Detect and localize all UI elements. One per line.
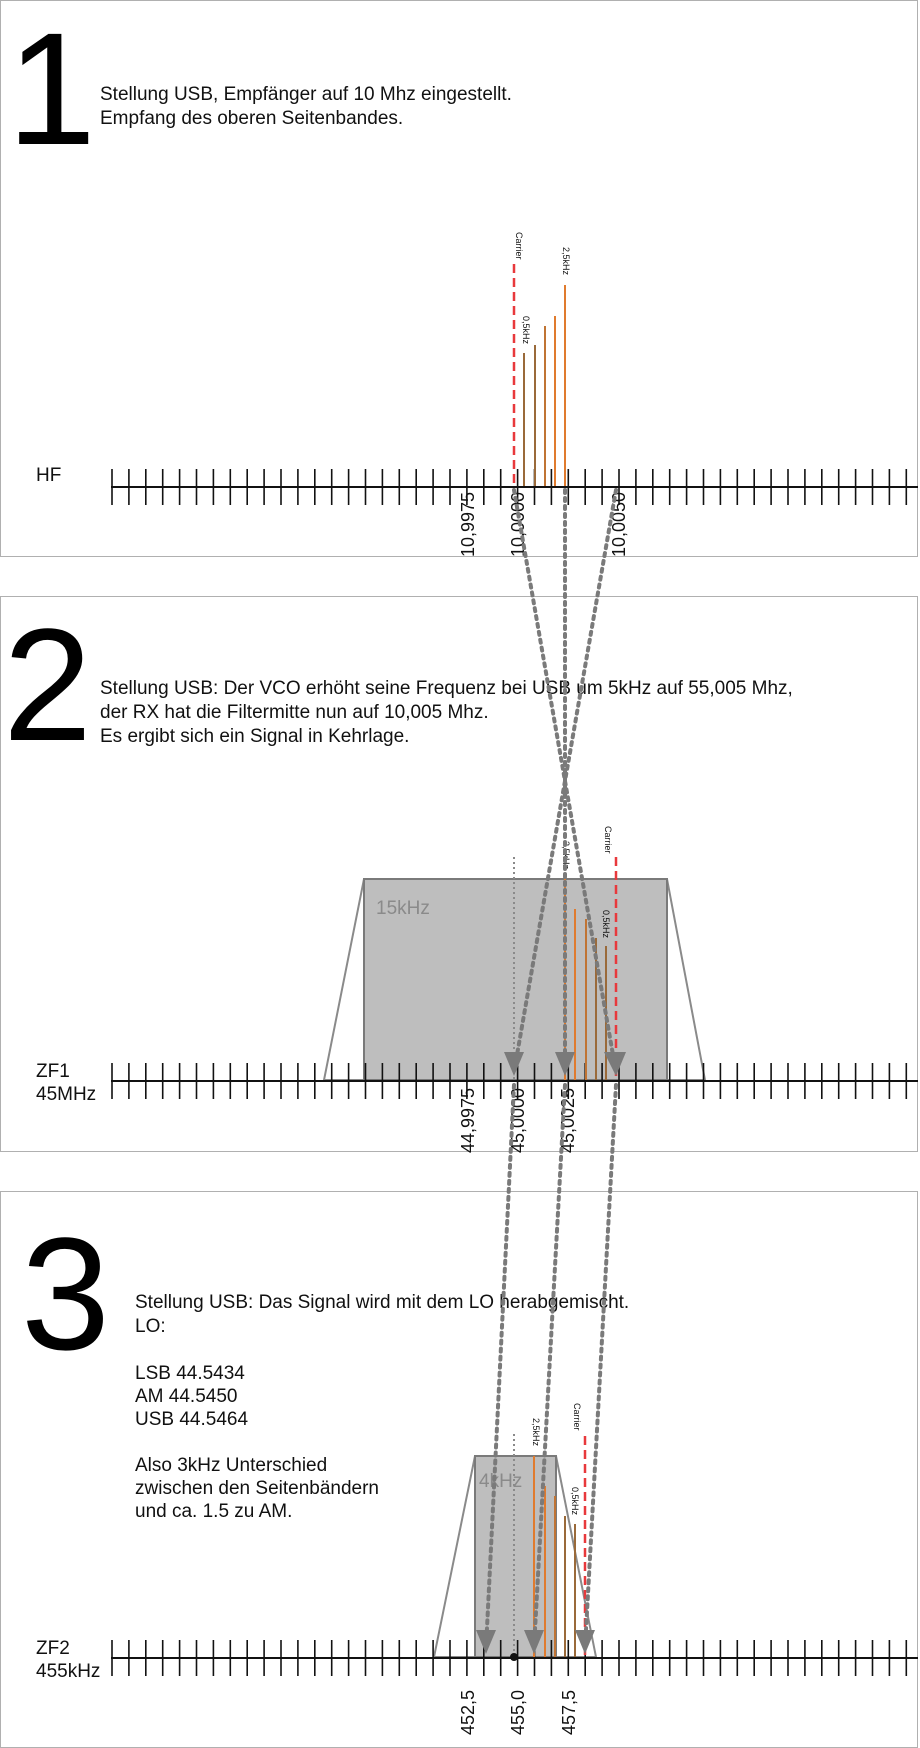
panel-2-number: 2	[3, 595, 92, 774]
panel-3-text-6: USB 44.5464	[135, 1409, 249, 1430]
tick-label-hf-1: 10,9975	[458, 491, 478, 557]
carrier-label-hf: Carrier	[514, 232, 524, 260]
signal-hf	[514, 232, 571, 486]
panel-3-axis-label: ZF2 455kHz	[36, 1638, 101, 1682]
sideband-label-zf2-05: 0,5kHz	[570, 1487, 580, 1516]
panel-3-text-9: zwischen den Seitenbändern	[135, 1478, 380, 1499]
sideband-label-zf1-25: 2,5kHz	[561, 841, 571, 870]
panel-3-text-2: LO:	[135, 1316, 166, 1337]
panel-2-text-1: Stellung USB: Der VCO erhöht seine Frequenz bei USB um 5kHz auf 55,005 Mhz,	[100, 678, 793, 699]
tick-label-zf1-2: 45,0000	[508, 1087, 528, 1153]
tick-label-zf1-3: 45,0025	[558, 1087, 578, 1153]
carrier-label-zf2: Carrier	[572, 1403, 582, 1431]
panel-3-number: 3	[21, 1204, 110, 1383]
panel-2-text-2: der RX hat die Filtermitte nun auf 10,005 Mhz.	[100, 702, 489, 723]
tick-label-hf-2: 10,0000	[508, 491, 528, 557]
sideband-label-hf-25: 2,5kHz	[561, 247, 571, 276]
panel-3-text-5: AM 44.5450	[135, 1386, 238, 1407]
panel-1-axis-label: HF	[36, 465, 62, 486]
panel-3-text-1: Stellung USB: Das Signal wird mit dem LO herabgemischt.	[135, 1292, 630, 1313]
sideband-label-hf-05: 0,5kHz	[521, 316, 531, 345]
panel-3-text-10: und ca. 1.5 zu AM.	[135, 1501, 293, 1522]
sideband-label-zf1-05: 0,5kHz	[601, 910, 611, 939]
panel-1-number: 1	[7, 0, 96, 178]
tick-label-zf2-3: 457,5	[559, 1689, 579, 1735]
panel-2-text-3: Es ergibt sich ein Signal in Kehrlage.	[100, 726, 410, 747]
tick-label-zf2-1: 452,5	[458, 1689, 478, 1735]
tick-label-zf1-1: 44,9975	[458, 1087, 478, 1153]
carrier-label-zf1: Carrier	[603, 826, 613, 854]
zf2-center-dot	[510, 1653, 518, 1661]
filter-4khz-label: 4kHz	[479, 1471, 523, 1492]
tick-label-hf-3: 10,0050	[609, 491, 629, 557]
filter-15khz	[324, 879, 705, 1080]
panel-2-axis-label: ZF1 45MHz	[36, 1061, 97, 1105]
panel-3-text-4: LSB 44.5434	[135, 1363, 245, 1384]
panel-1-text-1: Stellung USB, Empfänger auf 10 Mhz eingestellt.	[100, 84, 512, 105]
tick-label-zf2-2: 455,0	[508, 1689, 528, 1735]
panel-1-text-2: Empfang des oberen Seitenbandes.	[100, 108, 404, 129]
filter-15khz-label: 15kHz	[376, 898, 430, 919]
sideband-label-zf2-25: 2,5kHz	[531, 1418, 541, 1447]
arrow-carrier-zf1-zf2	[585, 1085, 616, 1648]
panel-3-text-8: Also 3kHz Unterschied	[135, 1455, 328, 1476]
